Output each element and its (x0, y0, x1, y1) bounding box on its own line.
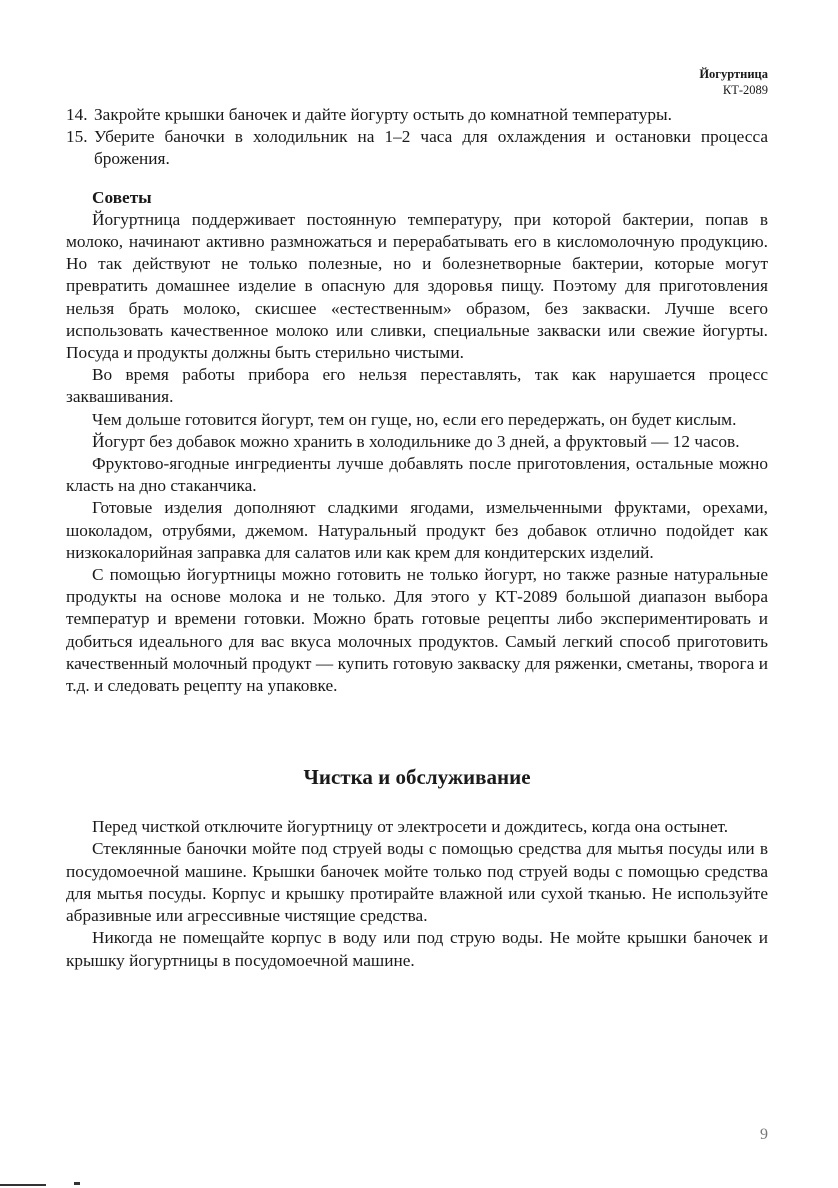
page-number: 9 (760, 1126, 768, 1143)
tips-heading: Советы (92, 187, 152, 207)
step-text: Закройте крышки баночек и дайте йогурту остыть до комнатной температуры. (94, 105, 672, 124)
steps-list (66, 104, 768, 171)
running-header (699, 66, 768, 98)
page-content (66, 104, 768, 972)
header-product-name: Йогуртница (699, 67, 768, 81)
cleaning-section-title: Чистка и обслуживание (303, 765, 531, 790)
step-number: 15. (66, 127, 88, 147)
step-number: 14. (66, 105, 88, 124)
list-item (66, 104, 768, 126)
tips-paragraph: Фруктово-ягодные ингредиенты лучше добавлять после приготовления, остальные можно класть на дно стаканчика. (66, 454, 768, 496)
header-model: КТ-2089 (722, 83, 768, 97)
tips-paragraph: Чем дольше готовится йогурт, тем он гуще, но, если его передержать, он будет кислым. (92, 409, 737, 429)
tips-paragraph: Готовые изделия дополняют сладкими ягодами, измельченными фруктами, орехами, шоколадом, отрубями, джемом. Натуральный продукт без добавок отлично подойдет как низкокалорийная заправка для салатов или как крем для кондитерских изделий. (66, 498, 768, 562)
crop-mark (0, 1184, 46, 1186)
list-item (66, 126, 768, 170)
tips-paragraph: Йогуртница поддерживает постоянную температуру, при которой бактерии, попав в молоко, начинают активно размножаться и перерабатывать его в кисломолочную продукцию. Но так действуют не только полезные, но и болезнетворные бактерии, которые могут превратить домашнее изделие в опасную для здоровья пищу. Поэтому для приготовления нельзя брать молоко, скисшее «естественным» образом, без закваски. Лучше всего использовать качественное молоко или сливки, специальные закваски или свежие йогурты. Посуда и продукты должны быть стерильно чистыми. (66, 209, 768, 363)
cleaning-paragraph: Никогда не помещайте корпус в воду или под струю воды. Не мойте крышки баночек и крышку йогуртницы в посудомоечной машине. (66, 928, 768, 970)
cleaning-paragraph: Стеклянные баночки мойте под струей воды с помощью средства для мытья посуды или в посудомоечной машине. Крышки баночек мойте только под струей воды с помощью средства для мытья посуды. Корпус и крышку протирайте влажной или сухой тканью. Не используйте абразивные или агрессивные чистящие средства. (66, 839, 768, 926)
tips-paragraph: Во время работы прибора его нельзя переставлять, так как нарушается процесс заквашивания. (66, 365, 768, 407)
tips-paragraph: С помощью йогуртницы можно готовить не только йогурт, но также разные натуральные продукты на основе молока и не только. Для этого у КТ-2089 большой диапазон выбора температур и времени готовки. Можно брать готовые рецепты либо экспериментировать и добиться идеального для вас вкуса молочных продуктов. Самый легкий способ приготовить качественный молочный продукт — купить готовую закваску для ряженки, сметаны, творога и т.д. и следовать рецепту на упаковке. (66, 565, 768, 696)
tips-paragraph: Йогурт без добавок можно хранить в холодильнике до 3 дней, а фруктовый — 12 часов. (92, 431, 740, 451)
step-text: Уберите баночки в холодильник на 1–2 часа для охлаждения и остановки процесса брожения. (94, 127, 768, 169)
crop-mark-dot (74, 1182, 80, 1185)
cleaning-paragraph: Перед чисткой отключите йогуртницу от электросети и дождитесь, когда она остынет. (92, 817, 729, 837)
